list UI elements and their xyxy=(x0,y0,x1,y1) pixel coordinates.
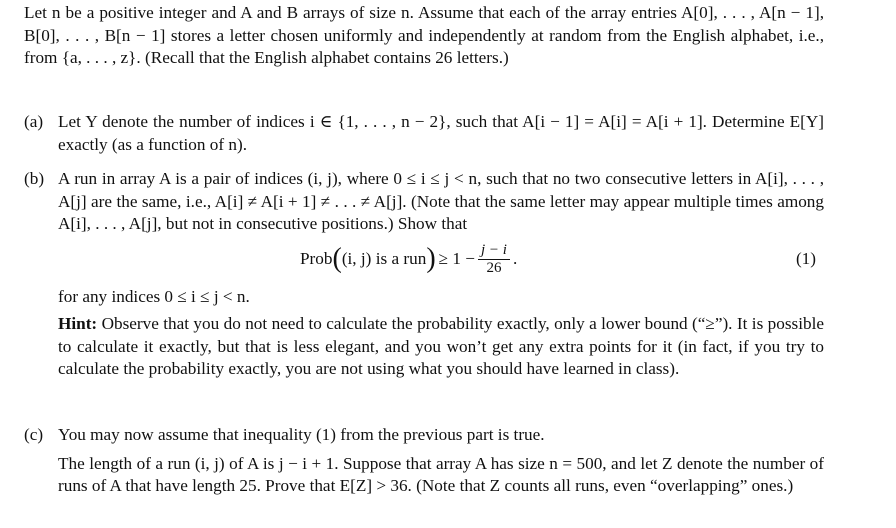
hint-paragraph xyxy=(58,313,824,381)
equation-1 xyxy=(58,236,824,286)
prob-argument: (i, j) is a run xyxy=(341,248,427,268)
part-c-label: (c) xyxy=(24,425,44,444)
equation-period: . xyxy=(512,248,518,268)
prob-operator: Prob xyxy=(300,248,333,268)
fraction-numerator: j − i xyxy=(478,242,510,260)
equation-number: (1) xyxy=(795,248,816,268)
relation: ≥ 1 − xyxy=(438,248,475,268)
intro-paragraph: Let n be a positive integer and A and B arrays of size n. Assume that each of the array entries A[0], . . . , A[n − 1], B[0], . . . , B[n − 1] stores a letter chosen uniformly and independently at random from the English alphabet, i.e., from {a, . . . , z}. (Recall that the English alphabet contains 26 letters.) xyxy=(24,3,824,67)
hint-text: Observe that you do not need to calculate the probability exactly, only a lower bound (“≥”). It is possible to calculate it exactly, but that is less elegant, and you won’t get any extra points for it (in fact, if you try to calculate the probability exactly, you are not using what you should have learned in class). xyxy=(58,314,825,378)
part-b-text: A run in array A is a pair of indices (i, j), where 0 ≤ i ≤ j < n, such that no two consecutive letters in A[i], . . . , A[j] are the same, i.e., A[i] ≠ A[i + 1] ≠ . . . ≠ A[j]. (Note that the same letter may appear multiple times among A[i], . . . , A[j], but not in consecutive positions.) Show that xyxy=(58,169,824,233)
equation-body xyxy=(300,242,517,277)
part-b xyxy=(24,168,824,381)
part-a-text: Let Y denote the number of indices i ∈ {1, . . . , n − 2}, such that A[i − 1] = A[i] = A[i + 1]. Determine E[Y] exactly (as a function of n). xyxy=(58,112,824,154)
left-paren: ( xyxy=(332,243,342,274)
fraction-denominator: 26 xyxy=(486,259,502,276)
hint-label: Hint: xyxy=(58,314,98,333)
part-c-text-1: You may now assume that inequality (1) from the previous part is true. xyxy=(58,425,545,444)
part-b-label: (b) xyxy=(24,169,45,188)
right-paren: ) xyxy=(426,243,436,274)
part-c-text-2: The length of a run (i, j) of A is j − i + 1. Suppose that array A has size n = 500, and let Z denote the number of runs of A that have length 25. Prove that E[Z] > 36. (Note that Z counts all runs, even “overlapping” ones.) xyxy=(58,453,824,495)
fraction xyxy=(478,242,510,277)
part-c xyxy=(24,424,824,498)
part-a xyxy=(24,111,824,156)
part-b-after: for any indices 0 ≤ i ≤ j < n. xyxy=(58,286,250,306)
part-a-label: (a) xyxy=(24,112,44,131)
